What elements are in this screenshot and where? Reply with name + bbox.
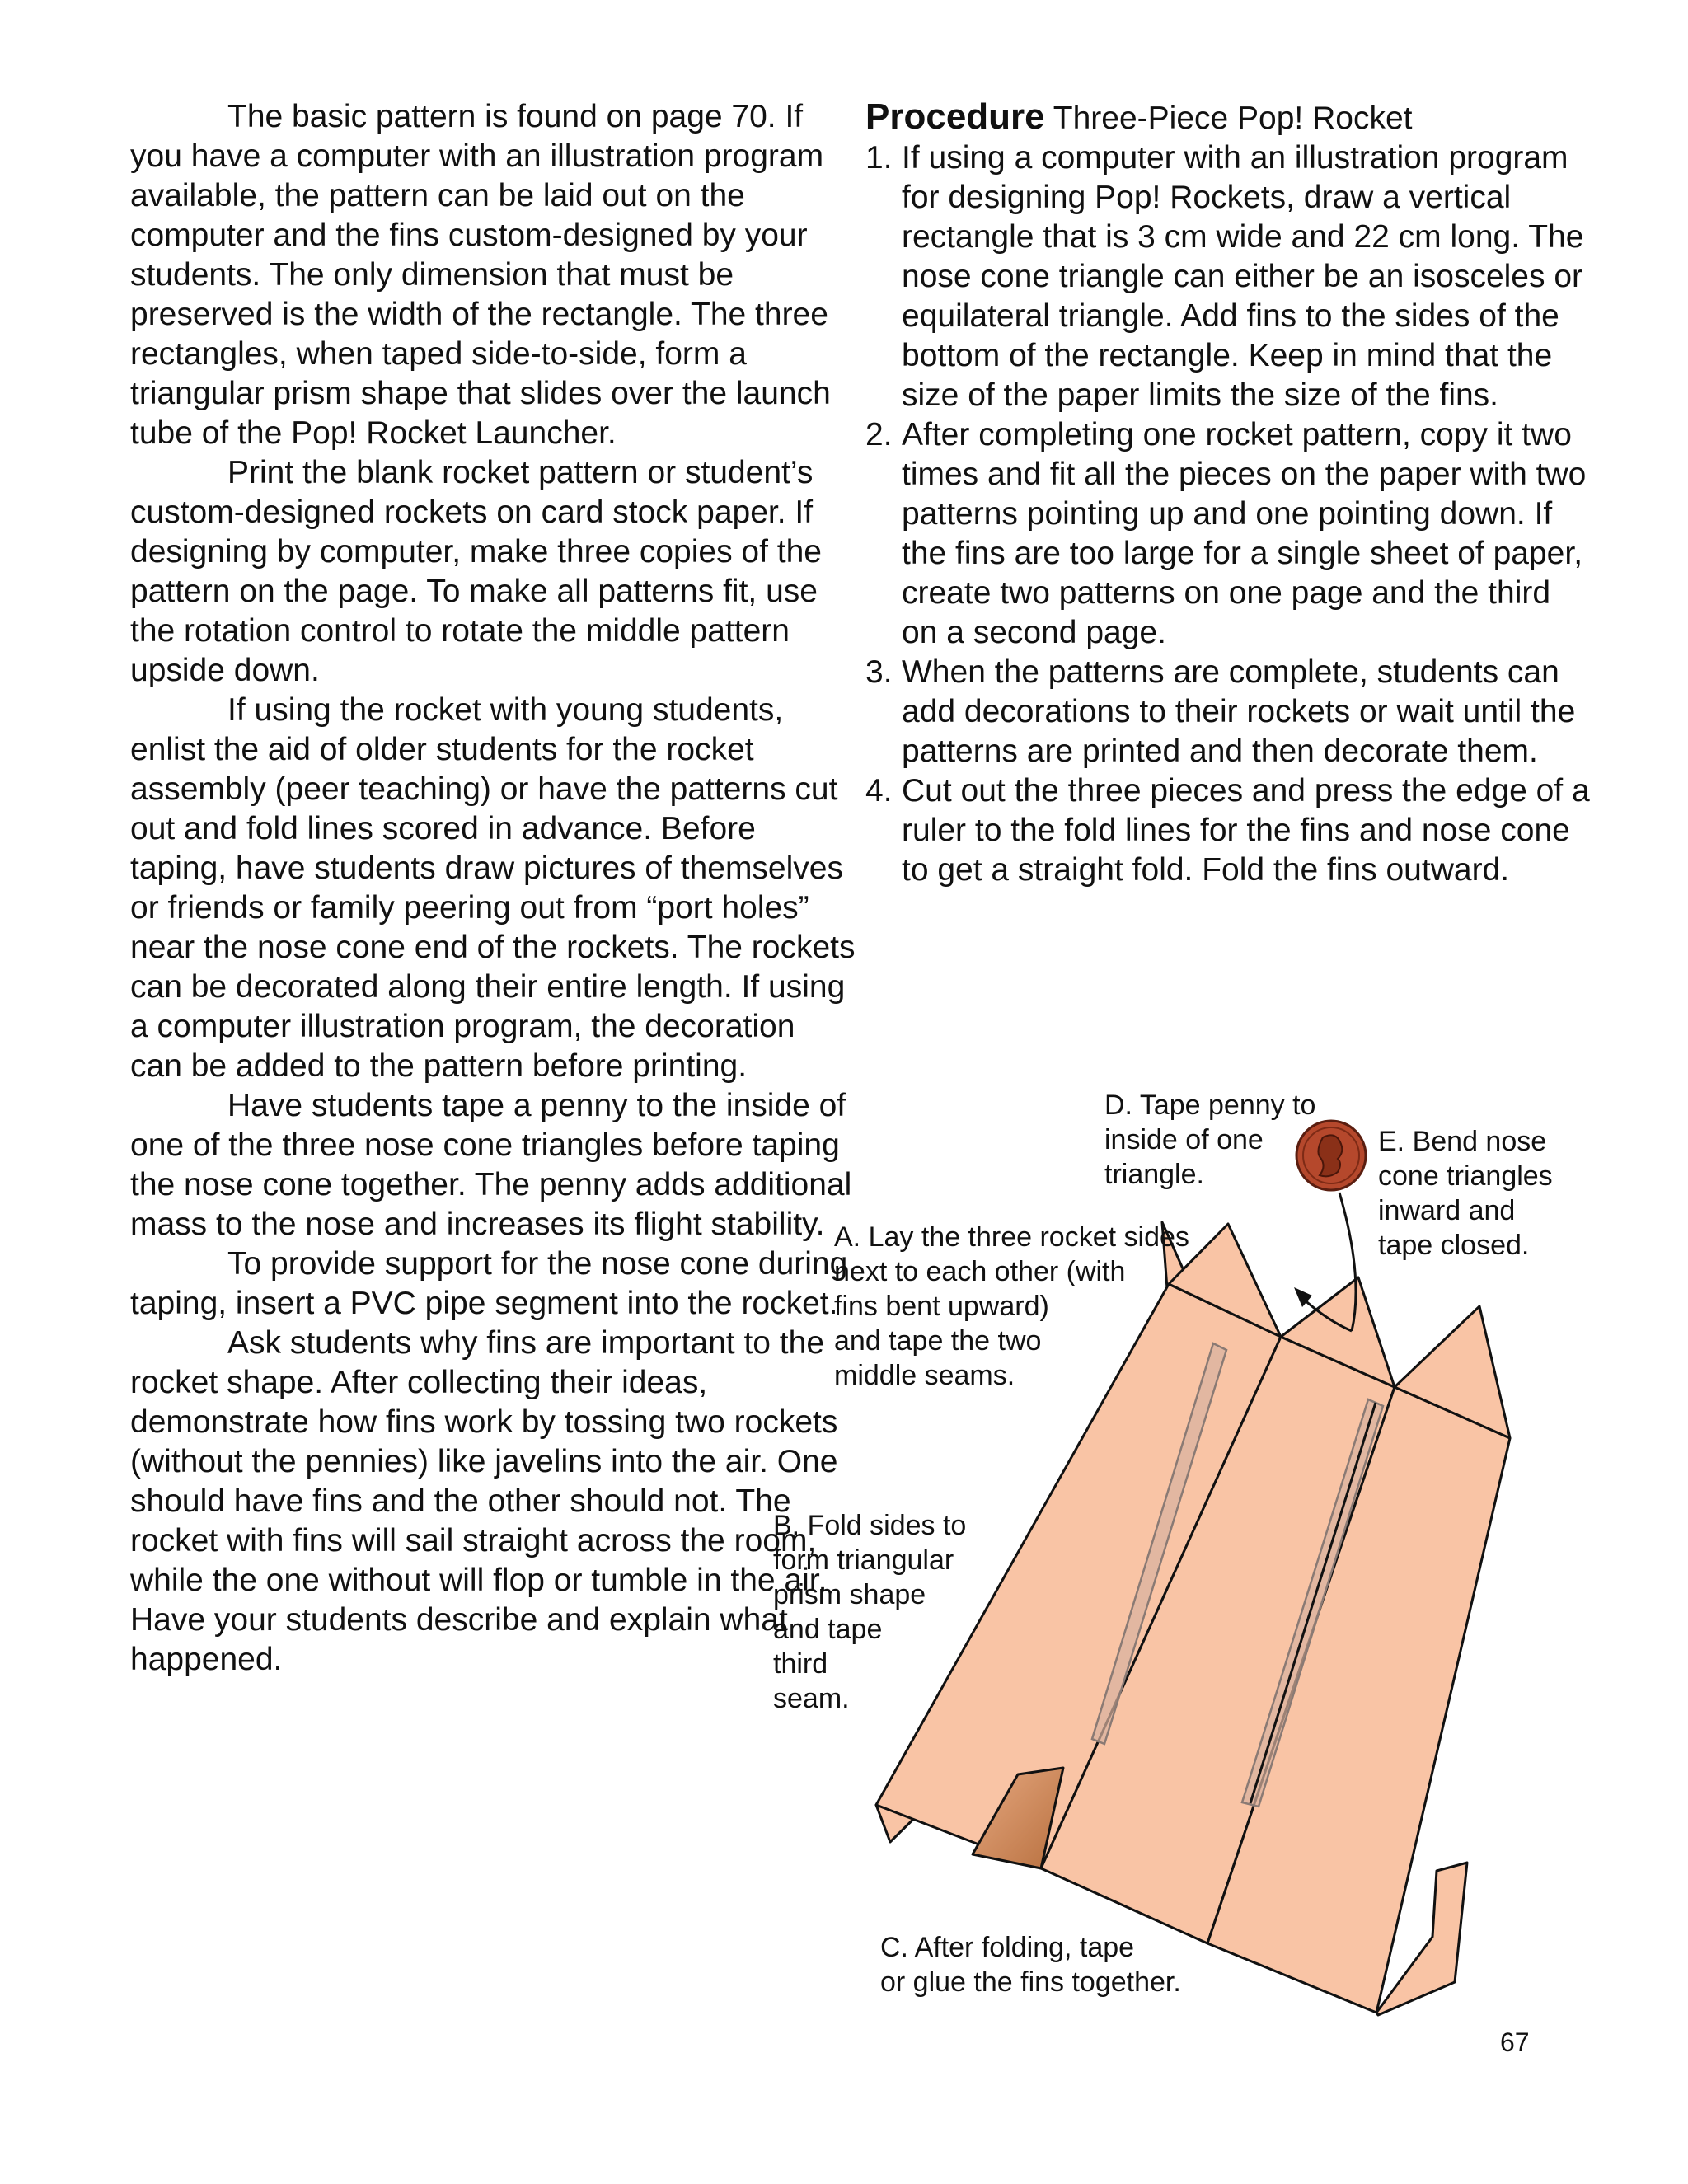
procedure-step — [865, 415, 1591, 653]
procedure-heading: Procedure — [865, 96, 1045, 137]
label-c — [880, 1930, 1181, 1999]
label-e-line: E. Bend nose — [1378, 1126, 1547, 1157]
rocket-assembly-diagram — [758, 1063, 1615, 2036]
label-e-line: inward and — [1378, 1195, 1516, 1226]
step-number: 3. — [865, 654, 893, 690]
label-c-line: or glue the fins together. — [880, 1966, 1181, 1998]
label-b-line: seam. — [773, 1683, 850, 1714]
label-b-line: form triangular — [773, 1544, 954, 1576]
step-number: 4. — [865, 773, 893, 808]
right-column — [865, 97, 1591, 890]
label-e-line: tape closed. — [1378, 1230, 1530, 1261]
paragraph-print: Print the blank rocket pattern or student’s custom-designed rockets on card stock paper. If designing by computer, make three copies of the pattern on the page. To make all patterns fit, use the rotation control to rotate the middle pattern upside down. — [130, 455, 822, 688]
step-text: When the patterns are complete, students can add decorations to their rockets or wait until the patterns are printed and then decorate them. — [902, 654, 1576, 769]
label-a-line: fins bent upward) — [834, 1291, 1049, 1322]
label-b-line: B. Fold sides to — [773, 1510, 967, 1541]
label-c-line: C. After folding, tape — [880, 1932, 1135, 1963]
label-a-line: middle seams. — [834, 1360, 1015, 1391]
step-number: 1. — [865, 140, 893, 176]
label-a-line: A. Lay the three rocket sides — [834, 1221, 1189, 1253]
label-e-line: cone triangles — [1378, 1160, 1553, 1192]
step-text: After completing one rocket pattern, copy it two times and fit all the pieces on the paper with two patterns pointing up and one pointing down. If the fins are too large for a single sheet of paper, create two patterns on one page and the third on a second page. — [902, 417, 1587, 650]
procedure-step — [865, 771, 1591, 890]
label-b — [773, 1508, 966, 1716]
label-b-line: prism shape — [773, 1579, 926, 1610]
label-b-line: and tape — [773, 1614, 883, 1645]
label-d-line: D. Tape penny to — [1104, 1090, 1316, 1121]
paragraph-pattern: The basic pattern is found on page 70. If you have a computer with an illustration program available, the pattern can be laid out on the computer and the fins custom-designed by your students. The only dimension that must be preserved is the width of the rectangle. The three rectangles, when taped side-to-side, form a triangular prism shape that slides over the launch tube of the Pop! Rocket Launcher. — [130, 99, 831, 451]
label-d-line: inside of one — [1104, 1124, 1264, 1155]
label-a-line: and tape the two — [834, 1325, 1042, 1357]
label-d-line: triangle. — [1104, 1159, 1204, 1190]
label-e — [1378, 1124, 1553, 1263]
step-text: Cut out the three pieces and press the edge of a ruler to the fold lines for the fins and nose cone to get a straight fold. Fold the fins outward. — [902, 773, 1590, 888]
page-number: 67 — [1500, 2027, 1530, 2057]
step-text: If using a computer with an illustration program for designing Pop! Rockets, draw a vertical rectangle that is 3 cm wide and 22 cm long. The nose cone triangle can either be an isosceles or equilateral triangle. Add fins to the sides of the bottom of the rectangle. Keep in mind that the size of the paper limits the size of the fins. — [902, 140, 1584, 413]
paragraph-pvc-support: To provide support for the nose cone during taping, insert a PVC pipe segment into the rocket. — [130, 1246, 848, 1321]
paragraph-penny: Have students tape a penny to the inside of one of the three nose cone triangles before taping the nose cone together. The penny adds additional mass to the nose and increases its flight stability. — [130, 1088, 852, 1242]
label-a — [834, 1220, 1189, 1393]
procedure-step — [865, 138, 1591, 415]
label-b-line: third — [773, 1648, 828, 1680]
procedure-steps — [865, 138, 1591, 890]
procedure-subtitle: Three-Piece Pop! Rocket — [1053, 101, 1413, 136]
label-a-line: next to each other (with — [834, 1256, 1126, 1287]
procedure-title — [865, 97, 1591, 138]
left-column — [130, 97, 856, 1680]
paragraph-young-students: If using the rocket with young students, enlist the aid of older students for the rocket assembly (peer teaching) or have the patterns cut out and fold lines scored in advance. Before taping, have students draw pictures of themselves or friends or family peering out from “port holes” near the nose cone end of the rockets. The rockets can be decorated along their entire length. If using a computer illustration program, the decoration can be added to the pattern before printing. — [130, 692, 856, 1084]
paragraph-fins: Ask students why fins are important to the rocket shape. After collecting their ideas, demonstrate how fins work by tossing two rockets (without the pennies) like javelins into the air. One should have fins and the other should not. The rocket with fins will sail straight across the room, while the one without will flop or tumble in the air. Have your students describe and explain what happened. — [130, 1325, 838, 1677]
step-number: 2. — [865, 417, 893, 452]
procedure-step — [865, 653, 1591, 771]
label-d — [1104, 1088, 1315, 1192]
